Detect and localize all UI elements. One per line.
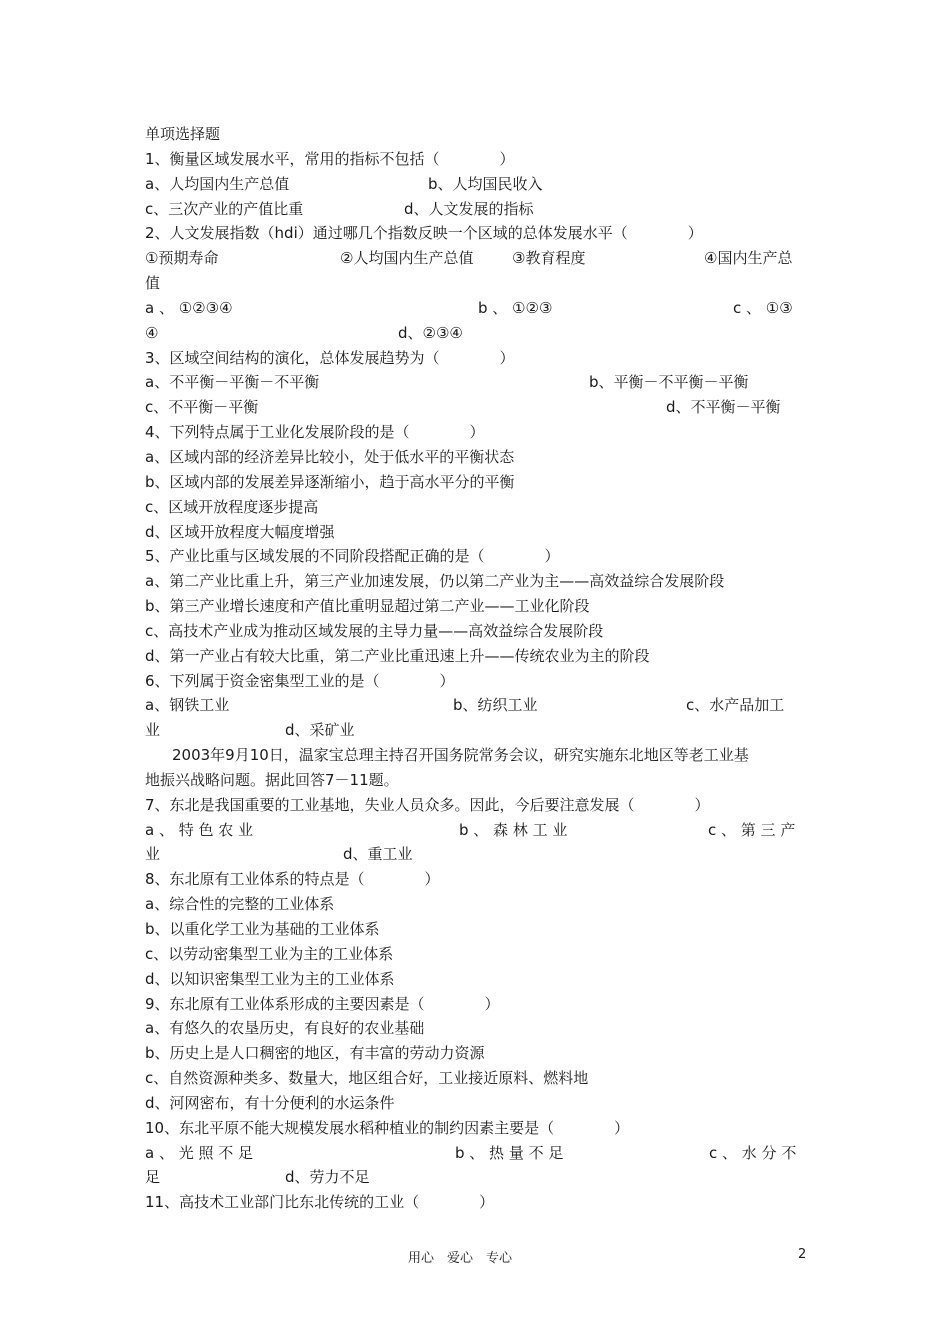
index-3: ③教育程度 [512, 249, 586, 268]
page-number: 2 [798, 1247, 807, 1262]
option-d: d、第一产业占有较大比重，第二产业比重迅速上升——传统农业为主的阶段 [145, 646, 650, 665]
option-d: d、劳力不足 [285, 1168, 370, 1187]
option-c-wrap: 足 [145, 1168, 161, 1187]
question-9: 9、东北原有工业体系形成的主要因素是（ ） [145, 994, 500, 1013]
option-a: a、第二产业比重上升，第三产业加速发展，仍以第二产业为主——高效益综合发展阶段 [145, 572, 725, 591]
option-d: d、人文发展的指标 [404, 199, 534, 218]
option-a: a 、 特 色 农 业 [145, 820, 254, 839]
options-row [145, 172, 807, 197]
option-b: b 、 热 量 不 足 [455, 1143, 564, 1162]
question-11: 11、高技术工业部门比东北传统的工业（ ） [145, 1193, 495, 1212]
option-a: a、有悠久的农垦历史，有良好的农业基础 [145, 1019, 425, 1038]
passage-line-1: 2003年9月10日，温家宝总理主持召开国务院常务会议，研究实施东北地区等老工业基 [172, 746, 749, 765]
index-row-wrap: 值 [145, 274, 161, 293]
option-c-wrap: 业 [145, 845, 161, 864]
option-a: a、区域内部的经济差异比较小，处于低水平的平衡状态 [145, 447, 515, 466]
index-1: ①预期寿命 [145, 249, 219, 268]
option-b: b、区域内部的发展差异逐渐缩小，趋于高水平分的平衡 [145, 472, 515, 491]
question-1: 1、衡量区域发展水平，常用的指标不包括（ ） [145, 149, 515, 168]
option-d: d、采矿业 [285, 721, 355, 740]
option-c: c 、 ①③ [733, 298, 793, 317]
option-a: a 、 光 照 不 足 [145, 1143, 254, 1162]
question-8: 8、东北原有工业体系的特点是（ ） [145, 870, 440, 889]
option-d: d、河网密布，有十分便利的水运条件 [145, 1093, 395, 1112]
option-b: b、第三产业增长速度和产值比重明显超过第二产业——工业化阶段 [145, 597, 590, 616]
question-10: 10、东北平原不能大规模发展水稻种植业的制约因素主要是（ ） [145, 1118, 630, 1137]
option-c-wrap: ④ [145, 323, 159, 342]
index-row [145, 246, 807, 271]
option-b: b、历史上是人口稠密的地区，有丰富的劳动力资源 [145, 1044, 485, 1063]
option-a: a、综合性的完整的工业体系 [145, 895, 335, 914]
options-row [145, 197, 807, 222]
question-5: 5、产业比重与区域发展的不同阶段搭配正确的是（ ） [145, 547, 560, 566]
question-2: 2、人文发展指数（hdi）通过哪几个指数反映一个区域的总体发展水平（ ） [145, 224, 703, 243]
option-b: b、纺织工业 [453, 696, 538, 715]
question-6: 6、下列属于资金密集型工业的是（ ） [145, 671, 455, 690]
option-c: c、不平衡－平衡 [145, 398, 259, 417]
option-b: b、以重化学工业为基础的工业体系 [145, 920, 380, 938]
question-7: 7、东北是我国重要的工业基地，失业人员众多。因此，今后要注意发展（ ） [145, 795, 710, 814]
options-row [145, 718, 807, 743]
options-row [145, 321, 807, 346]
option-a: a、不平衡－平衡－不平衡 [145, 373, 320, 392]
option-c: c、自然资源种类多、数量大，地区组合好，工业接近原料、燃料地 [145, 1069, 589, 1088]
option-a: a、人均国内生产总值 [145, 174, 290, 193]
document-body [145, 122, 807, 1215]
option-c: c、区域开放程度逐步提高 [145, 497, 319, 516]
option-d: d、②③④ [398, 323, 463, 342]
option-d: d、以知识密集型工业为主的工业体系 [145, 969, 395, 988]
options-row [145, 818, 807, 843]
options-row [145, 1141, 807, 1166]
option-d: d、不平衡－平衡 [666, 398, 781, 417]
option-c: c、水产品加工 [686, 696, 785, 715]
option-c: c、高技术产业成为推动区域发展的主导力量——高效益综合发展阶段 [145, 621, 604, 640]
options-row [145, 842, 807, 867]
options-row [145, 395, 807, 420]
option-c: c 、 水 分 不 [709, 1143, 797, 1162]
option-c: c 、 第 三 产 [708, 820, 796, 839]
index-4: ④国内生产总 [704, 249, 793, 268]
options-row [145, 296, 807, 321]
section-heading: 单项选择题 [145, 125, 221, 143]
option-b: b、平衡－不平衡－平衡 [589, 373, 749, 392]
question-3: 3、区域空间结构的演化，总体发展趋势为（ ） [145, 348, 515, 367]
question-4: 4、下列特点属于工业化发展阶段的是（ ） [145, 423, 485, 442]
option-a: a 、 ①②③④ [145, 298, 233, 317]
options-row [145, 693, 807, 718]
option-a: a、钢铁工业 [145, 696, 230, 715]
option-c-wrap: 业 [145, 721, 161, 740]
option-d: d、重工业 [343, 845, 413, 864]
options-row [145, 370, 807, 395]
index-2: ②人均国内生产总值 [340, 249, 474, 268]
passage-line-2: 地振兴战略问题。据此回答7－11题。 [145, 770, 399, 789]
options-row [145, 1165, 807, 1190]
option-d: d、区域开放程度大幅度增强 [145, 522, 335, 541]
option-c: c、以劳动密集型工业为主的工业体系 [145, 944, 394, 963]
footer-slogan: 用心 爱心 专心 [408, 1251, 513, 1266]
option-b: b 、 ①②③ [478, 298, 553, 317]
option-b: b 、 森 林 工 业 [459, 820, 568, 839]
option-b: b、人均国民收入 [428, 174, 543, 193]
option-c: c、三次产业的产值比重 [145, 199, 304, 218]
